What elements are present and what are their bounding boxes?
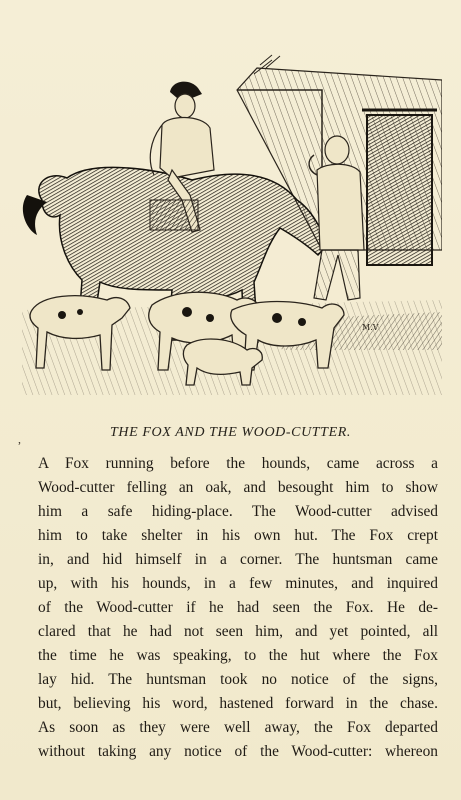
fable-title: THE FOX AND THE WOOD-CUTTER. xyxy=(110,425,351,440)
text-line: As soon as they were well away, the Fox departed xyxy=(38,719,438,736)
engraver-signature: M.V xyxy=(362,323,379,332)
huntsman-and-hounds-engraving xyxy=(22,50,442,395)
text-line: without taking any notice of the Wood-cutter: whereon xyxy=(38,743,438,760)
text-line: lay hid. The huntsman took no notice of the signs, xyxy=(38,671,438,688)
text-line: up, with his hounds, in a few minutes, and inquired xyxy=(38,575,438,592)
stray-mark: , xyxy=(18,432,21,446)
text-line: him to take shelter in his own hut. The Fox crept xyxy=(38,527,438,544)
text-line: Wood-cutter felling an oak, and besought him to show xyxy=(38,479,438,496)
text-line: in, and hid himself in a corner. The huntsman came xyxy=(38,551,438,568)
text-line: but, believing his word, hastened forward in the chase. xyxy=(38,695,438,712)
text-line: him a safe hiding-place. The Wood-cutter advised xyxy=(38,503,438,520)
text-line: of the Wood-cutter if he had seen the Fox. He de- xyxy=(38,599,438,616)
text-line: clared that he had not seen him, and yet pointed, all xyxy=(38,623,438,640)
fable-text xyxy=(38,452,438,764)
text-line: the time he was speaking, to the hut where the Fox xyxy=(38,647,438,664)
engraving-illustration xyxy=(22,50,442,395)
text-line: A Fox running before the hounds, came across a xyxy=(38,455,438,472)
